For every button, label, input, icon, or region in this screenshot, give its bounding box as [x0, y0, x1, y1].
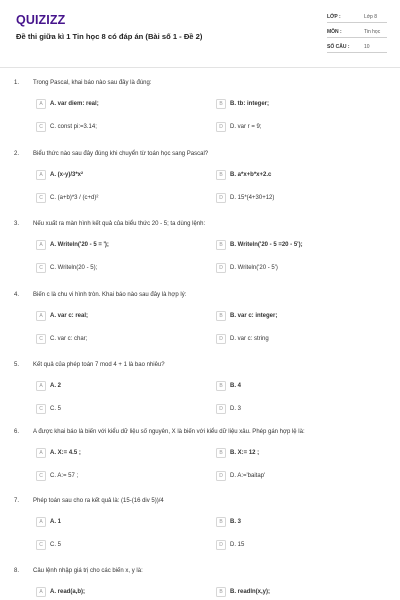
question-8 [0, 568, 400, 600]
option-a[interactable] [36, 381, 186, 392]
question-text: Trong Pascal, khai báo nào sau đây là đúng: [33, 80, 152, 86]
option-letter: B [216, 99, 226, 109]
option-d[interactable] [216, 404, 366, 415]
question-1 [0, 80, 400, 140]
quizizz-logo: QUIZIZZ [16, 13, 66, 27]
option-letter: D [216, 540, 226, 550]
option-a[interactable] [36, 170, 186, 181]
question-5 [0, 362, 400, 422]
meta-divider [327, 52, 387, 53]
header-divider [0, 67, 400, 68]
option-text: A. Writeln('20 - 5 = '); [50, 241, 109, 248]
option-text: C. Writeln(20 - 5); [50, 264, 98, 271]
meta-subject-value: Tin học [364, 29, 381, 35]
question-2 [0, 151, 400, 211]
option-b[interactable] [216, 99, 366, 110]
option-text: B. X:= 12 ; [230, 449, 260, 456]
option-a[interactable] [36, 517, 186, 528]
option-letter: A [36, 240, 46, 250]
option-text: A. (x-y)/3*x² [50, 171, 84, 178]
question-text: A được khai báo là biến với kiểu dữ liệu số nguyên, X là biến với kiểu dữ liệu xâu. Phép gán hợp lệ là: [33, 429, 305, 435]
option-d[interactable] [216, 193, 366, 204]
option-letter: B [216, 448, 226, 458]
option-text: B. Writeln('20 - 5 =20 - 5'); [230, 241, 303, 248]
question-number: 3. [14, 221, 20, 227]
question-number: 6. [14, 429, 20, 435]
option-a[interactable] [36, 448, 186, 459]
question-6 [0, 429, 400, 489]
option-text: C. (a+b)*3 / (c+d)² [50, 194, 99, 201]
option-letter: A [36, 587, 46, 597]
option-a[interactable] [36, 587, 186, 598]
option-text: A. read(a,b); [50, 588, 86, 595]
option-letter: C [36, 334, 46, 344]
meta-divider [327, 22, 387, 23]
option-text: B. 3 [230, 518, 242, 525]
option-letter: A [36, 99, 46, 109]
option-a[interactable] [36, 311, 186, 322]
option-d[interactable] [216, 334, 366, 345]
option-b[interactable] [216, 517, 366, 528]
option-letter: C [36, 263, 46, 273]
meta-class-label: LỚP : [327, 14, 341, 20]
option-text: D. 15 [230, 541, 245, 548]
option-c[interactable] [36, 404, 186, 415]
option-letter: B [216, 587, 226, 597]
option-d[interactable] [216, 122, 366, 133]
meta-class-value: Lớp 8 [364, 14, 378, 20]
option-letter: D [216, 334, 226, 344]
option-letter: D [216, 193, 226, 203]
option-text: D. var c: string [230, 335, 269, 342]
option-text: A. 2 [50, 382, 62, 389]
option-text: A. var c: real; [50, 312, 89, 319]
option-b[interactable] [216, 170, 366, 181]
option-letter: A [36, 448, 46, 458]
option-c[interactable] [36, 540, 186, 551]
question-4 [0, 292, 400, 352]
meta-class [327, 12, 387, 23]
option-letter: B [216, 381, 226, 391]
option-text: C. const pi:=3.14; [50, 123, 97, 130]
meta-divider [327, 37, 387, 38]
question-text: Kết quả của phép toán 7 mod 4 + 1 là bao nhiêu? [33, 362, 165, 368]
option-a[interactable] [36, 240, 186, 251]
question-text: Biến c là chu vi hình tròn. Khai báo nào sau đây là hợp lý: [33, 292, 187, 298]
page-header [0, 0, 400, 70]
question-number: 1. [14, 80, 20, 86]
option-text: B. readln(x,y); [230, 588, 271, 595]
option-d[interactable] [216, 263, 366, 274]
question-number: 5. [14, 362, 20, 368]
option-text: B. var c: integer; [230, 312, 278, 319]
option-b[interactable] [216, 240, 366, 251]
option-text: D. 3 [230, 405, 242, 412]
option-letter: A [36, 311, 46, 321]
option-b[interactable] [216, 381, 366, 392]
option-text: C. 5 [50, 405, 62, 412]
option-letter: A [36, 517, 46, 527]
question-text: Biểu thức nào sau đây đúng khi chuyển từ toán học sang Pascal? [33, 151, 209, 157]
option-text: C. A:= 57 ; [50, 472, 79, 479]
option-text: B. tb: integer; [230, 100, 269, 107]
option-c[interactable] [36, 471, 186, 482]
option-d[interactable] [216, 471, 366, 482]
option-letter: D [216, 404, 226, 414]
option-letter: C [36, 404, 46, 414]
option-letter: D [216, 263, 226, 273]
question-7 [0, 498, 400, 558]
question-number: 4. [14, 292, 20, 298]
option-text: A. X:= 4.5 ; [50, 449, 81, 456]
option-text: C. var c: char; [50, 335, 88, 342]
meta-count-value: 10 [364, 44, 370, 50]
option-letter: A [36, 381, 46, 391]
option-d[interactable] [216, 540, 366, 551]
option-letter: D [216, 471, 226, 481]
option-letter: C [36, 193, 46, 203]
option-c[interactable] [36, 334, 186, 345]
option-c[interactable] [36, 263, 186, 274]
option-text: A. 1 [50, 518, 62, 525]
question-text: Câu lệnh nhập giá trị cho các biến x, y là: [33, 568, 143, 574]
option-letter: B [216, 170, 226, 180]
option-text: C. 5 [50, 541, 62, 548]
option-letter: D [216, 122, 226, 132]
option-letter: B [216, 517, 226, 527]
option-letter: B [216, 311, 226, 321]
option-letter: C [36, 122, 46, 132]
option-letter: C [36, 471, 46, 481]
question-3 [0, 221, 400, 281]
option-text: B. 4 [230, 382, 242, 389]
option-text: D. var r = 9; [230, 123, 262, 130]
option-text: A. var diem: real; [50, 100, 99, 107]
option-b[interactable] [216, 311, 366, 322]
meta-subject [327, 27, 387, 38]
question-text: Phép toán sau cho ra kết quả là: (15-(16 div 5))/4 [33, 498, 164, 504]
option-text: B. a*x+b*x+2.c [230, 171, 272, 178]
question-text: Nếu xuất ra màn hình kết quả của biểu thức 20 - 5; ta dùng lệnh: [33, 221, 206, 227]
meta-count [327, 42, 387, 53]
option-a[interactable] [36, 99, 186, 110]
exam-title: Đề thi giữa kì 1 Tin học 8 có đáp án (Bài số 1 - Đề 2) [16, 32, 203, 41]
meta-count-label: SỐ CÂU : [327, 44, 350, 50]
option-text: D. A:='baitap' [230, 472, 266, 479]
question-number: 7. [14, 498, 20, 504]
question-number: 8. [14, 568, 20, 574]
option-b[interactable] [216, 587, 366, 598]
option-text: D. 15*(4+30+12) [230, 194, 275, 201]
option-letter: A [36, 170, 46, 180]
option-text: D. Writeln('20 - 5') [230, 264, 278, 271]
option-b[interactable] [216, 448, 366, 459]
option-letter: C [36, 540, 46, 550]
option-c[interactable] [36, 122, 186, 133]
question-number: 2. [14, 151, 20, 157]
option-letter: B [216, 240, 226, 250]
meta-subject-label: MÔN : [327, 29, 342, 35]
option-c[interactable] [36, 193, 186, 204]
